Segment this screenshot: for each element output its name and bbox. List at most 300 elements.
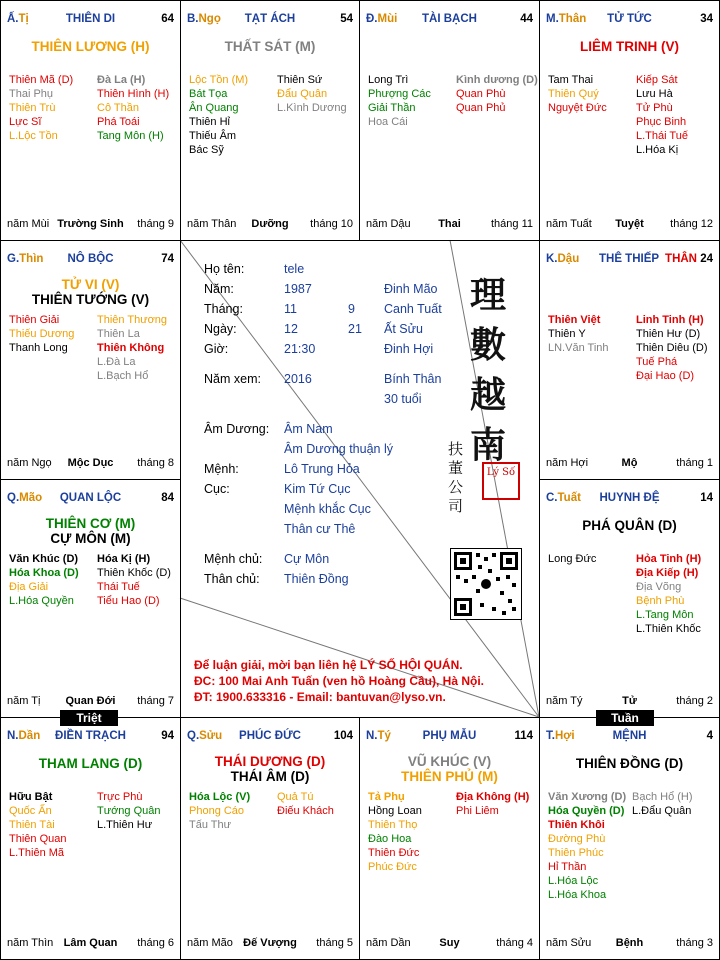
- major-star: THẤT SÁT (M): [224, 39, 316, 54]
- minor-star: Thai Phụ: [9, 88, 54, 100]
- minor-star: Thiên Thọ: [368, 819, 418, 831]
- palace-position: [7, 13, 29, 25]
- minor-star: Thiên Thương: [97, 314, 168, 326]
- palace-footer: [546, 695, 713, 709]
- palace-footer: [7, 457, 174, 471]
- major-star: THIÊN PHỦ (M): [401, 769, 498, 784]
- minor-star: Phong Cáo: [189, 805, 245, 817]
- age-number: 34: [700, 13, 713, 25]
- minor-star: Bát Tọa: [189, 88, 228, 100]
- age-number: 24: [700, 253, 713, 265]
- minor-star: Tam Thai: [548, 74, 594, 86]
- palace-header: [546, 730, 713, 746]
- major-star: THIÊN LƯƠNG (H): [31, 39, 150, 54]
- than-marker: THÂN: [665, 253, 697, 265]
- minor-star: Thiên Quan: [9, 833, 67, 845]
- minor-star: Hoa Cái: [368, 116, 408, 128]
- hour-label: Giờ:: [204, 342, 229, 356]
- qr-code-icon[interactable]: [450, 548, 522, 620]
- palace-header: [7, 492, 174, 508]
- palace-position: [366, 730, 391, 742]
- major-star: THIÊN ĐỒNG (D): [575, 756, 684, 771]
- minor-stars-left: [368, 73, 431, 129]
- age-number: 14: [700, 492, 713, 504]
- footer-month: tháng 4: [496, 937, 533, 949]
- earthly-branch: Thân: [558, 13, 587, 25]
- minor-stars-left: [189, 790, 250, 832]
- minor-star: Hóa Quyền (D): [548, 805, 625, 817]
- age-number: 84: [161, 492, 174, 504]
- heavenly-stem: Đ.: [366, 13, 378, 25]
- footer-month: tháng 1: [676, 457, 713, 469]
- age-number: 54: [340, 13, 353, 25]
- minor-star: Thiên Quý: [548, 88, 599, 100]
- minor-star: Thiên Sứ: [277, 74, 323, 86]
- palace-name: HUYNH ĐỆ: [599, 492, 660, 504]
- heavenly-stem: Q.: [7, 492, 20, 504]
- name-value: tele: [284, 262, 305, 276]
- minor-star: Hữu Bật: [9, 791, 53, 803]
- minor-star: Phi Liêm: [456, 805, 499, 817]
- palace-header: [7, 13, 174, 29]
- heavenly-stem: B.: [187, 13, 199, 25]
- heavenly-stem: M.: [546, 13, 559, 25]
- footer-month: tháng 11: [490, 218, 533, 230]
- age-number: 44: [520, 13, 533, 25]
- minor-star: Tướng Quân: [97, 805, 161, 817]
- minor-star: L.Kình Dương: [277, 102, 347, 114]
- palace-cell-mao[interactable]: [0, 479, 181, 718]
- minor-star: Địa Kiếp (H): [636, 567, 699, 579]
- life-stage: Quan Đới: [65, 695, 116, 707]
- minor-star: Phượng Các: [368, 88, 431, 100]
- minor-star: Đào Hoa: [368, 833, 412, 845]
- palace-name: QUAN LỘC: [59, 492, 122, 504]
- minor-star: Tả Phụ: [368, 791, 405, 803]
- minor-star: Thiên Trù: [9, 102, 56, 114]
- palace-position: [7, 253, 43, 265]
- cuc-value: Kim Tứ Cục: [284, 482, 351, 496]
- palace-name: THÊ THIẾP THÂN: [598, 253, 697, 265]
- cuc-relation: Mệnh khắc Cục: [284, 502, 371, 516]
- minor-star: Thiên Hỉ: [189, 116, 230, 128]
- minor-star: Thiên Khôi: [548, 819, 605, 831]
- minor-star: Tuế Phá: [636, 356, 678, 368]
- hour-value: 21:30: [284, 342, 316, 356]
- heavenly-stem: G.: [7, 253, 20, 265]
- major-star: VŨ KHÚC (V): [407, 754, 492, 769]
- major-star: THÁI ÂM (D): [230, 769, 310, 784]
- palace-header: [366, 13, 533, 29]
- footer-year: năm Dần: [366, 937, 411, 949]
- minor-stars-right: [277, 790, 334, 818]
- footer-year: năm Hợi: [546, 457, 589, 469]
- minor-star: Địa Giải: [9, 581, 49, 593]
- minor-star: L.Thiên Khốc: [636, 623, 701, 635]
- heavenly-stem: Ấ.: [7, 13, 19, 25]
- palace-position: [546, 492, 581, 504]
- palace-name: ĐIỀN TRẠCH: [55, 730, 126, 742]
- minor-stars-right: [636, 313, 708, 383]
- subtitle-char: 董: [448, 459, 464, 477]
- minor-stars-left: [9, 790, 66, 860]
- minor-star: Đẩu Quân: [277, 88, 328, 100]
- minor-star: Lộc Tồn (M): [189, 74, 249, 86]
- age-number: 94: [161, 730, 174, 742]
- minor-stars-right: [277, 73, 347, 115]
- minor-star: Lưu Hà: [636, 88, 673, 100]
- minor-star: Bác Sỹ: [189, 144, 224, 156]
- footer-year: năm Thân: [187, 218, 237, 230]
- minor-star: Quả Tú: [277, 791, 314, 803]
- palace-footer: [7, 695, 174, 709]
- day-canchi: Ất Sửu: [384, 322, 423, 336]
- major-star: THIÊN TƯỚNG (V): [31, 292, 150, 307]
- footer-month: tháng 8: [137, 457, 174, 469]
- heavenly-stem: Q.: [187, 730, 200, 742]
- month-lunar: 9: [348, 302, 355, 316]
- footer-month: tháng 10: [310, 218, 353, 230]
- than-position: Thân cư Thê: [284, 522, 356, 536]
- red-seal: Lý Số: [482, 462, 520, 500]
- palace-header: [7, 730, 174, 746]
- palace-name: THIÊN DI: [65, 13, 116, 25]
- life-stage: Mộ: [621, 457, 638, 469]
- cuc-label: Cục:: [204, 482, 230, 496]
- minor-stars-left: [548, 552, 596, 566]
- name-label: Họ tên:: [204, 262, 245, 276]
- minor-star: Phá Toái: [97, 116, 140, 128]
- earthly-branch: Tuất: [557, 492, 581, 504]
- earthly-branch: Mùi: [377, 13, 398, 25]
- palace-header: [366, 730, 533, 746]
- minor-star: Thái Tuế: [97, 581, 140, 593]
- year-value: 1987: [284, 282, 312, 296]
- heavenly-stem: K.: [546, 253, 558, 265]
- minor-star: Điếu Khách: [277, 805, 334, 817]
- minor-stars-left: [189, 73, 248, 157]
- palace-cell-ngo[interactable]: [180, 0, 360, 241]
- month-canchi: Canh Tuất: [384, 302, 442, 316]
- hour-canchi: Đinh Hợi: [384, 342, 434, 356]
- minor-star: Thiên Diêu (D): [636, 342, 708, 354]
- age-number: 4: [706, 730, 713, 742]
- month-label: Tháng:: [204, 302, 243, 316]
- footer-month: tháng 6: [137, 937, 174, 949]
- contact-address: ĐC: 100 Mai Anh Tuấn (ven hồ Hoàng Cầu), Hà Nội.: [194, 674, 485, 688]
- year-canchi: Đinh Mão: [384, 282, 438, 296]
- view-year-value: 2016: [284, 372, 312, 386]
- palace-cell-thin[interactable]: [0, 240, 181, 480]
- minor-star: Hóa Kị (H): [97, 553, 151, 565]
- day-label: Ngày:: [204, 322, 237, 336]
- earthly-branch: Ngọ: [198, 13, 221, 25]
- minor-star: Hồng Loan: [368, 805, 422, 817]
- major-star: TỬ VI (V): [61, 277, 120, 292]
- footer-year: năm Tý: [546, 695, 583, 707]
- tuan-badge: Tuần: [596, 710, 654, 726]
- minor-star: Thiên Khốc (D): [97, 567, 171, 579]
- minor-star: Địa Võng: [636, 581, 682, 593]
- minor-star: Tiểu Hao (D): [97, 595, 160, 607]
- footer-month: tháng 12: [670, 218, 713, 230]
- menhchu-value: Cự Môn: [284, 552, 330, 566]
- subtitle-char: 扶: [448, 440, 464, 458]
- palace-footer: [187, 937, 353, 951]
- life-stage: Suy: [439, 937, 460, 949]
- minor-star: Văn Xương (D): [548, 791, 627, 803]
- major-star: THAM LANG (D): [38, 756, 143, 771]
- earthly-branch: Sửu: [199, 730, 223, 742]
- footer-year: năm Ngọ: [7, 457, 52, 469]
- minor-star: Thiên Đức: [368, 847, 420, 859]
- minor-star: Thiên Giải: [9, 314, 60, 326]
- minor-star: Thiên Y: [548, 328, 586, 340]
- footer-year: năm Tuất: [546, 218, 592, 230]
- minor-star: L.Thiên Mã: [9, 847, 65, 859]
- palace-cell-than[interactable]: [539, 0, 720, 241]
- calligraphy-char: 越: [470, 374, 507, 416]
- center-info: [180, 240, 539, 717]
- age-number: 114: [514, 730, 533, 742]
- age-number: 104: [333, 730, 353, 742]
- minor-star: Thiên Phúc: [548, 847, 604, 859]
- minor-stars-right: [97, 790, 161, 832]
- minor-star: Long Trì: [368, 74, 409, 86]
- minor-star: Trực Phù: [97, 791, 143, 803]
- footer-year: năm Mão: [187, 937, 233, 949]
- life-stage: Lâm Quan: [63, 937, 118, 949]
- minor-star: Thiên Hư (D): [636, 328, 701, 340]
- minor-stars-left: [548, 73, 607, 115]
- heavenly-stem: N.: [366, 730, 378, 742]
- palace-footer: [546, 218, 713, 232]
- minor-star: L.Lộc Tồn: [9, 130, 58, 142]
- palace-position: [7, 492, 42, 504]
- subtitle-char: 公: [448, 478, 464, 496]
- thanchu-label: Thân chủ:: [204, 572, 260, 586]
- month-value: 11: [284, 302, 297, 316]
- contact-phone-email[interactable]: ĐT: 1900.633316 - Email: bantuvan@lyso.vn.: [194, 690, 446, 704]
- palace-name: TỬ TỨC: [607, 13, 652, 25]
- minor-star: Giải Thần: [368, 102, 416, 114]
- palace-header: [187, 13, 353, 29]
- day-lunar: 21: [348, 322, 362, 336]
- palace-cell-dau[interactable]: [539, 240, 720, 480]
- major-star: THÁI DƯƠNG (D): [214, 754, 326, 769]
- major-star: LIÊM TRINH (V): [580, 39, 679, 54]
- minor-star: Đại Hao (D): [636, 370, 695, 382]
- minor-star: Hỏa Tinh (H): [636, 553, 702, 565]
- footer-year: năm Tị: [7, 695, 41, 707]
- life-stage: Tuyệt: [615, 218, 644, 230]
- footer-month: tháng 7: [137, 695, 174, 707]
- life-stage: Bệnh: [615, 937, 644, 949]
- minor-star: Ân Quang: [189, 102, 239, 114]
- minor-star: Thiên Mã (D): [9, 74, 74, 86]
- amduong-detail: Âm Dương thuận lý: [284, 442, 393, 456]
- minor-star: LN.Văn Tinh: [548, 342, 609, 354]
- palace-footer: [546, 457, 713, 471]
- palace-name: TẠT ÁCH: [244, 13, 296, 25]
- minor-stars-right: [456, 790, 529, 818]
- life-stage: Thai: [438, 218, 461, 230]
- minor-star: L.Đẩu Quân: [632, 805, 692, 817]
- minor-star: Đà La (H): [97, 74, 146, 86]
- minor-star: Thiên Không: [97, 342, 165, 354]
- palace-cell-hoi[interactable]: [539, 717, 720, 960]
- palace-name: PHỤ MẪU: [422, 730, 477, 742]
- amduong-label: Âm Dương:: [204, 422, 270, 436]
- minor-stars-right: [636, 552, 701, 636]
- palace-header: [7, 253, 174, 269]
- minor-star: Thanh Long: [9, 342, 68, 354]
- palace-header: [546, 13, 713, 29]
- view-year-label: Năm xem:: [204, 372, 261, 386]
- contact-note: Để luận giải, mời bạn liên hệ LÝ SỐ HỘI QUÁN.: [194, 658, 463, 672]
- palace-position: [187, 13, 221, 25]
- palace-cell-ti[interactable]: [359, 717, 540, 960]
- palace-position: [7, 730, 40, 742]
- year-label: Năm:: [204, 282, 234, 296]
- earthly-branch: Mão: [19, 492, 43, 504]
- palace-header: [546, 253, 713, 269]
- life-stage: Dưỡng: [251, 218, 289, 230]
- footer-year: năm Thìn: [7, 937, 54, 949]
- calligraphy-char: 數: [470, 324, 507, 366]
- footer-year: năm Dậu: [366, 218, 411, 230]
- palace-position: [187, 730, 222, 742]
- footer-year: năm Mùi: [7, 218, 50, 230]
- minor-star: Bệnh Phù: [636, 595, 685, 607]
- palace-cell-suu[interactable]: [180, 717, 360, 960]
- palace-position: [546, 13, 586, 25]
- major-star: CỰ MÔN (M): [50, 531, 131, 546]
- earthly-branch: Dần: [18, 730, 41, 742]
- subtitle-char: 司: [448, 497, 464, 515]
- minor-stars-right: [636, 73, 688, 157]
- menh-value: Lô Trung Hỏa: [284, 462, 360, 476]
- minor-stars-right: [97, 73, 169, 143]
- earthly-branch: Hợi: [554, 730, 575, 742]
- minor-stars-right: [97, 313, 167, 383]
- minor-star: L.Hóa Kị: [636, 144, 679, 156]
- minor-stars-left: [9, 552, 79, 608]
- major-star: PHÁ QUÂN (D): [582, 518, 677, 533]
- palace-footer: [546, 937, 713, 951]
- day-value: 12: [284, 322, 298, 336]
- palace-cell-tuat[interactable]: [539, 479, 720, 718]
- minor-star: Hóa Khoa (D): [9, 567, 79, 579]
- footer-month: tháng 5: [316, 937, 353, 949]
- minor-stars-left: [9, 313, 74, 355]
- footer-year: năm Sửu: [546, 937, 592, 949]
- life-stage: Đế Vượng: [243, 937, 297, 949]
- minor-star: Phục Binh: [636, 116, 687, 128]
- minor-star: L.Đà La: [97, 356, 136, 368]
- earthly-branch: Tị: [18, 13, 29, 25]
- minor-stars-right: [456, 73, 538, 115]
- menhchu-label: Mệnh chủ:: [204, 552, 263, 566]
- minor-star: Thiên Việt: [548, 314, 601, 326]
- calligraphy-char: 南: [470, 424, 507, 466]
- palace-name: NÔ BỘC: [67, 253, 114, 265]
- age-number: 64: [161, 13, 174, 25]
- minor-star: Quan Phủ: [456, 102, 506, 114]
- palace-name: MỆNH: [612, 730, 647, 742]
- minor-star: Đường Phù: [548, 833, 606, 845]
- minor-stars-right: [632, 790, 693, 818]
- minor-star: Nguyệt Đức: [548, 102, 607, 114]
- footer-month: tháng 2: [676, 695, 713, 707]
- minor-star: Hóa Lộc (V): [189, 791, 251, 803]
- minor-star: L.Hóa Quyền: [9, 595, 74, 607]
- minor-star: Lực Sĩ: [9, 116, 42, 128]
- palace-header: [187, 730, 353, 746]
- minor-stars-left: [548, 313, 609, 355]
- palace-position: [366, 13, 397, 25]
- minor-star: Tử Phù: [636, 102, 673, 114]
- palace-footer: [366, 218, 533, 232]
- minor-star: Địa Không (H): [456, 791, 530, 803]
- minor-stars-left: [368, 790, 422, 874]
- minor-star: Tấu Thư: [189, 819, 232, 831]
- minor-star: Bạch Hổ (H): [632, 791, 693, 803]
- minor-star: Thiếu Âm: [189, 130, 237, 142]
- minor-star: L.Tang Môn: [636, 609, 694, 621]
- palace-cell-ty[interactable]: [0, 0, 181, 241]
- palace-name: TÀI BẠCH: [422, 13, 477, 25]
- minor-star: L.Thiên Hư: [97, 819, 153, 831]
- minor-star: L.Hóa Khoa: [548, 889, 607, 901]
- minor-star: Thiên La: [97, 328, 140, 340]
- minor-star: L.Bạch Hổ: [97, 370, 149, 382]
- minor-star: Tang Môn (H): [97, 130, 164, 142]
- palace-cell-dan[interactable]: [0, 717, 181, 960]
- life-stage: Trường Sinh: [57, 218, 124, 230]
- life-stage: Mộc Dục: [67, 457, 114, 469]
- triet-badge: Triệt: [60, 710, 118, 726]
- menh-label: Mệnh:: [204, 462, 239, 476]
- palace-footer: [7, 218, 174, 232]
- heavenly-stem: C.: [546, 492, 558, 504]
- earthly-branch: Thìn: [19, 253, 44, 265]
- amduong-value: Âm Nam: [284, 422, 333, 436]
- minor-stars-left: [548, 790, 626, 902]
- minor-star: Kình dương (D): [456, 74, 538, 86]
- minor-star: Thiên Hình (H): [97, 88, 170, 100]
- footer-month: tháng 9: [137, 218, 174, 230]
- minor-stars-left: [9, 73, 73, 143]
- minor-star: Quốc Ấn: [9, 805, 52, 817]
- palace-cell-mui[interactable]: [359, 0, 540, 241]
- minor-star: Long Đức: [548, 553, 597, 565]
- palace-header: [546, 492, 713, 508]
- footer-month: tháng 3: [676, 937, 713, 949]
- life-stage: Tử: [622, 695, 637, 707]
- age-number: 74: [161, 253, 174, 265]
- minor-star: L.Hóa Lộc: [548, 875, 599, 887]
- calligraphy-logo: [470, 270, 506, 470]
- calligraphy-char: 理: [470, 274, 507, 316]
- minor-stars-right: [97, 552, 171, 608]
- palace-footer: [7, 937, 174, 951]
- earthly-branch: Tý: [377, 730, 391, 742]
- palace-position: [546, 730, 575, 742]
- minor-star: Thiếu Dương: [9, 328, 75, 340]
- earthly-branch: Dậu: [557, 253, 580, 265]
- major-star: THIÊN CƠ (M): [45, 516, 136, 531]
